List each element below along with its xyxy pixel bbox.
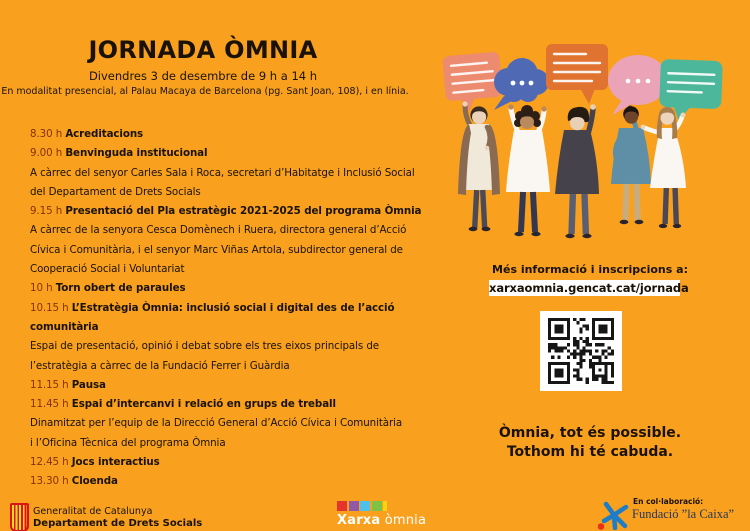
schedule-line: Dinamitzat per l’equip de la Direcció General d’Acció Cívica i Comunitària bbox=[30, 417, 403, 430]
person-4 bbox=[611, 105, 651, 224]
schedule-line: 12.45 h Jocs interactius bbox=[30, 456, 160, 469]
xarxa-word-bold: Xarxa bbox=[337, 513, 381, 528]
xarxa-squares-icon bbox=[337, 501, 426, 511]
info-label: Més informació i inscripcions a: bbox=[492, 263, 688, 276]
xarxa-word-light: òmnia bbox=[384, 513, 427, 528]
speech-bubble-pink-icon bbox=[608, 55, 668, 115]
schedule-line: A càrrec de la senyora Cesca Domènech i Ruera, directora general d’Acció bbox=[30, 224, 407, 237]
schedule-line: Cooperació Social i Voluntariat bbox=[30, 263, 185, 276]
schedule-line: 13.30 h Cloenda bbox=[30, 475, 118, 488]
schedule-line: 8.30 h Acreditacions bbox=[30, 128, 144, 140]
schedule-line: l’estratègia a càrrec de la Fundació Ferrer i Guàrdia bbox=[30, 359, 290, 372]
person-3 bbox=[555, 104, 599, 238]
schedule-line: del Departament de Drets Socials bbox=[30, 185, 201, 198]
person-2 bbox=[506, 104, 550, 236]
person-1 bbox=[458, 101, 500, 231]
qr-code-icon bbox=[540, 311, 622, 391]
schedule-line: comunitària bbox=[30, 320, 99, 333]
caixa-star-icon bbox=[596, 500, 632, 530]
collaboration-label: En col·laboració: bbox=[633, 497, 704, 506]
tagline bbox=[430, 424, 750, 461]
xarxa-omnia-logo bbox=[337, 501, 426, 528]
speech-bubble-cloud-icon bbox=[494, 58, 549, 110]
schedule-list bbox=[30, 125, 421, 492]
gencat-line1: Generalitat de Catalunya bbox=[33, 506, 153, 517]
gencat-line2: Departament de Drets Socials bbox=[33, 517, 203, 529]
schedule-line: Espai de presentació, opinió i debat sobre els tres eixos principals de bbox=[30, 340, 380, 353]
caixa-wordmark: Fundació ”la Caixa” bbox=[632, 507, 735, 521]
schedule-line: 9.15 h Presentació del Pla estratègic 2021-2025 del programa Òmnia bbox=[30, 205, 422, 218]
tagline-line2: Tothom hi té cabuda. bbox=[506, 443, 674, 460]
schedule-line: 10.15 h L’Estratègia Òmnia: inclusió social i digital des de l’acció bbox=[30, 301, 395, 314]
schedule-line: 10 h Torn obert de paraules bbox=[30, 282, 186, 295]
people-speech-bubbles-illustration bbox=[430, 20, 750, 262]
event-date: Divendres 3 de desembre de 9 h a 14 h bbox=[88, 69, 318, 83]
schedule-line: 11.45 h Espai d’intercanvi i relació en grups de treball bbox=[30, 398, 336, 411]
schedule-line: 9.00 h Benvinguda institucional bbox=[30, 147, 208, 160]
xarxa-wordmark bbox=[337, 513, 426, 528]
page-title: JORNADA ÒMNIA bbox=[88, 36, 318, 64]
gencat-logo-text bbox=[33, 506, 202, 529]
schedule-line: i l’Oficina Tècnica del programa Òmnia bbox=[30, 436, 226, 449]
registration-url[interactable] bbox=[489, 280, 689, 296]
schedule-line: Cívica i Comunitària, i el senyor Marc Viñas Artola, subdirector general de bbox=[30, 243, 403, 256]
senyera-shield-icon bbox=[10, 503, 29, 531]
schedule-line: 11.15 h Pausa bbox=[30, 378, 106, 391]
tagline-line1: Òmnia, tot és possible. bbox=[498, 425, 682, 441]
schedule-line: A càrrec del senyor Carles Sala i Roca, secretari d’Habitatge i Inclusió Social bbox=[30, 166, 415, 179]
speech-bubble-orange-icon bbox=[546, 44, 608, 104]
event-location: En modalitat presencial, al Palau Macaya de Barcelona (pg. Sant Joan, 108), i en línia. bbox=[1, 86, 409, 97]
registration-url-text: xarxaomnia.gencat.cat/jornada bbox=[489, 281, 689, 295]
